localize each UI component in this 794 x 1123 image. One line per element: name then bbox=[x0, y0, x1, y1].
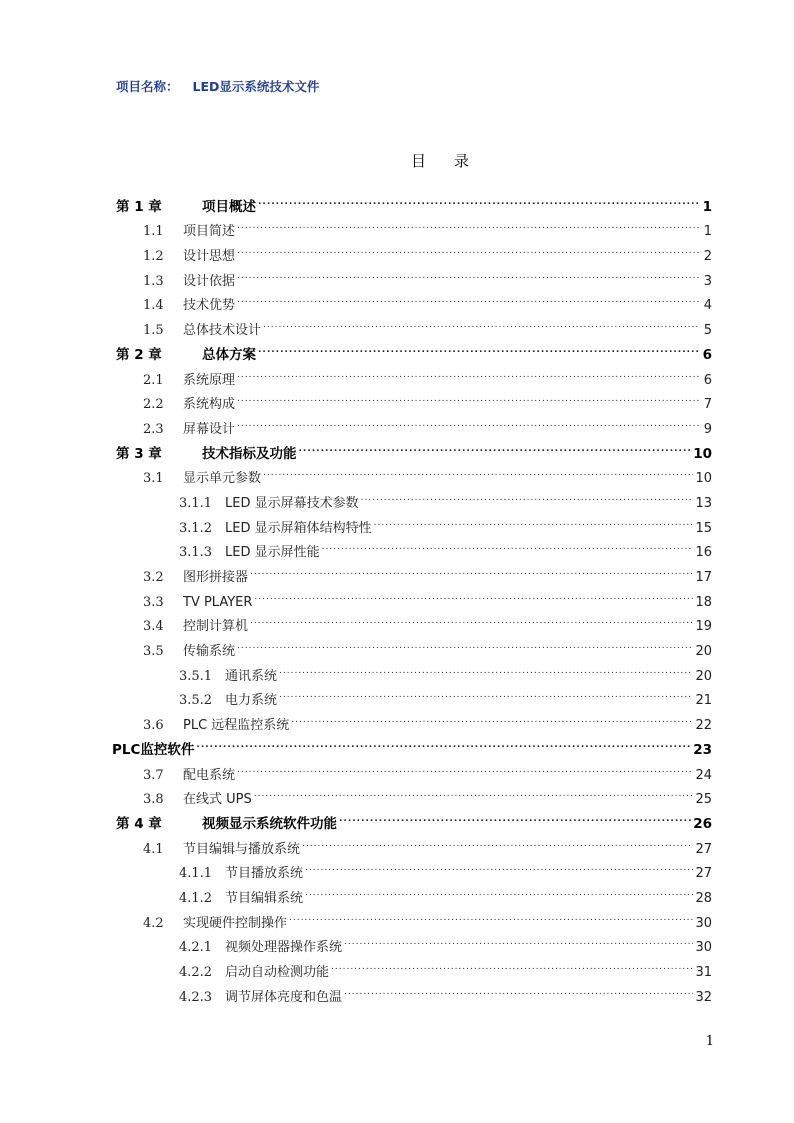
dot-leader bbox=[250, 556, 693, 581]
toc-entry-number: 3.2 bbox=[143, 570, 164, 585]
toc-entry-number: 2.3 bbox=[143, 421, 164, 437]
toc-entry-title: 节目播放系统 bbox=[225, 866, 304, 882]
toc-entry-title: 设计思想 bbox=[183, 249, 236, 265]
toc-entry-title: 项目概述 bbox=[202, 198, 256, 215]
toc-entry-title: 显示单元参数 bbox=[183, 471, 262, 487]
toc-entry-number: 1.4 bbox=[143, 298, 164, 314]
toc-heading-char-1: 目 bbox=[410, 152, 426, 170]
toc-entry-number: 3.1.3 bbox=[179, 545, 213, 561]
toc-entry-page: 20 bbox=[695, 668, 712, 684]
toc-entry[interactable] bbox=[112, 729, 712, 758]
dot-leader bbox=[322, 532, 694, 557]
toc-entry-page: 27 bbox=[695, 841, 712, 857]
dot-leader bbox=[237, 260, 700, 285]
dot-leader bbox=[250, 606, 693, 631]
toc-entry[interactable] bbox=[116, 754, 712, 783]
toc-entry-number: 第 2 章 bbox=[116, 346, 162, 363]
toc-entry-number: 3.1 bbox=[143, 471, 164, 487]
toc-entry-title: 屏幕设计 bbox=[183, 421, 236, 437]
dot-leader bbox=[344, 976, 693, 1001]
dot-leader bbox=[331, 951, 693, 976]
toc-entry-number: 第 4 章 bbox=[116, 815, 162, 832]
dot-leader bbox=[279, 655, 693, 680]
toc-entry-page: 24 bbox=[695, 767, 712, 783]
toc-entry-page: 4 bbox=[703, 298, 712, 314]
toc-entry-number: 4.2.2 bbox=[179, 965, 213, 980]
dot-leader bbox=[237, 408, 700, 433]
toc-entry-title: 传输系统 bbox=[183, 644, 236, 660]
toc-entry-title: 通讯系统 bbox=[225, 668, 278, 684]
toc-entry-title: 节目编辑与播放系统 bbox=[183, 841, 301, 857]
toc-entry-number: 3.1.1 bbox=[179, 495, 213, 511]
dot-leader bbox=[237, 211, 700, 236]
dot-leader bbox=[289, 902, 693, 927]
dot-leader bbox=[237, 754, 693, 779]
dot-leader bbox=[254, 581, 693, 606]
page-number: 1 bbox=[705, 1034, 714, 1049]
toc-entry-number: 第 3 章 bbox=[116, 445, 162, 462]
dot-leader bbox=[305, 877, 693, 902]
toc-entry-title: PLC 远程监控系统 bbox=[183, 718, 290, 734]
toc-entry-number: 3.7 bbox=[143, 767, 164, 783]
toc-entry-number: 4.2.3 bbox=[179, 989, 213, 1005]
toc-entry-number: 4.1.1 bbox=[179, 866, 213, 882]
toc-entry-number: 4.2 bbox=[143, 915, 164, 931]
toc-entry-page: 22 bbox=[695, 718, 712, 734]
toc-entry-page: 6 bbox=[702, 346, 712, 363]
toc-entry-title: 实现硬件控制操作 bbox=[183, 915, 288, 931]
toc-entry-number: 2.1 bbox=[143, 372, 164, 388]
toc-entry-number: 4.1 bbox=[143, 841, 164, 857]
toc-entry-title: 技术优势 bbox=[183, 298, 236, 314]
toc-entry-page: 9 bbox=[703, 421, 712, 437]
toc-entry-number: 4.1.2 bbox=[179, 890, 213, 906]
dot-leader bbox=[344, 927, 693, 952]
dot-leader bbox=[237, 285, 700, 310]
toc-heading bbox=[0, 150, 794, 171]
toc-entry-number: 3.3 bbox=[143, 594, 164, 610]
toc-entry-page: 31 bbox=[695, 965, 712, 980]
dot-leader bbox=[305, 853, 693, 878]
toc-entry-title: 节目编辑系统 bbox=[225, 890, 304, 906]
toc-entry-title: 技术指标及功能 bbox=[202, 445, 297, 462]
toc-entry-title: 启动自动检测功能 bbox=[225, 965, 330, 980]
dot-leader bbox=[263, 458, 693, 483]
toc-entry-title: 电力系统 bbox=[225, 693, 278, 709]
toc-entry-title: 图形拼接器 bbox=[183, 570, 249, 585]
toc-entry-page: 17 bbox=[695, 570, 712, 585]
dot-leader bbox=[361, 482, 694, 507]
toc-entry-page: 19 bbox=[695, 619, 712, 635]
dot-leader bbox=[374, 507, 694, 532]
toc-entry-page: 25 bbox=[695, 792, 712, 808]
toc-entry-page: 30 bbox=[695, 915, 712, 931]
toc-entry-page: 26 bbox=[693, 815, 712, 832]
table-of-contents bbox=[112, 186, 712, 1005]
toc-entry-number: 3.8 bbox=[143, 792, 164, 808]
toc-entry-number: 2.2 bbox=[143, 397, 164, 413]
toc-entry-number: 3.1.2 bbox=[179, 520, 213, 536]
toc-entry-page: 28 bbox=[695, 890, 712, 906]
toc-entry-page: 32 bbox=[695, 989, 712, 1005]
toc-entry-number: 第 1 章 bbox=[116, 198, 162, 215]
toc-entry-page: 2 bbox=[703, 249, 712, 265]
toc-entry-title: 系统构成 bbox=[183, 397, 236, 413]
toc-heading-char-2: 录 bbox=[454, 152, 470, 170]
toc-entry-number: 1.2 bbox=[143, 249, 164, 265]
toc-entry-page: 6 bbox=[703, 372, 712, 388]
header-label: 项目名称： bbox=[116, 79, 179, 94]
toc-entry-page: 3 bbox=[703, 273, 712, 289]
dot-leader bbox=[237, 235, 700, 260]
toc-entry-page: 18 bbox=[695, 594, 712, 610]
toc-entry-title: 控制计算机 bbox=[183, 619, 249, 635]
dot-leader bbox=[258, 186, 700, 211]
toc-entry-page: 21 bbox=[695, 693, 712, 709]
toc-entry[interactable] bbox=[116, 186, 712, 215]
toc-entry-title: 系统原理 bbox=[183, 372, 236, 388]
toc-entry-number: 1.3 bbox=[143, 273, 164, 289]
toc-entry-number: 3.5.1 bbox=[179, 668, 213, 684]
toc-entry-title: 配电系统 bbox=[183, 767, 236, 783]
toc-entry-page: 23 bbox=[693, 741, 712, 758]
toc-entry-title: 总体技术设计 bbox=[183, 323, 262, 339]
toc-entry-number: 3.5.2 bbox=[179, 693, 213, 709]
toc-entry-page: 10 bbox=[695, 471, 712, 487]
project-name: LED显示系统技术文件 bbox=[192, 79, 320, 94]
toc-entry-title: 视频显示系统软件功能 bbox=[202, 815, 337, 832]
dot-leader bbox=[254, 779, 694, 804]
toc-entry-number: 3.6 bbox=[143, 718, 164, 734]
dot-leader bbox=[196, 729, 691, 754]
dot-leader bbox=[237, 630, 693, 655]
toc-entry-number: 1.1 bbox=[143, 224, 164, 240]
toc-entry-page: 16 bbox=[695, 545, 712, 561]
toc-entry-number: 3.5 bbox=[143, 644, 164, 660]
toc-entry-title: 项目简述 bbox=[183, 224, 236, 240]
toc-entry-title: PLC监控软件 bbox=[112, 741, 195, 758]
dot-leader bbox=[237, 384, 700, 409]
toc-entry-number: 4.2.1 bbox=[179, 940, 213, 956]
toc-entry-title: LED 显示屏性能 bbox=[225, 545, 320, 561]
toc-entry-number: 3.4 bbox=[143, 619, 164, 635]
toc-entry-title: TV PLAYER bbox=[183, 594, 253, 610]
toc-entry-page: 15 bbox=[695, 520, 712, 536]
dot-leader bbox=[279, 680, 693, 705]
toc-entry-page: 13 bbox=[695, 495, 712, 511]
toc-entry-title: 设计依据 bbox=[183, 273, 236, 289]
toc-entry-page: 10 bbox=[693, 445, 712, 462]
dot-leader bbox=[299, 433, 692, 458]
dot-leader bbox=[263, 309, 700, 334]
toc-entry-page: 27 bbox=[695, 866, 712, 882]
dot-leader bbox=[339, 803, 691, 828]
dot-leader bbox=[237, 359, 700, 384]
document-header bbox=[116, 77, 319, 95]
toc-entry-page: 7 bbox=[703, 397, 712, 413]
toc-entry-page: 1 bbox=[703, 224, 712, 240]
toc-entry-title: 调节屏体亮度和色温 bbox=[225, 989, 343, 1005]
toc-entry-title: 总体方案 bbox=[202, 346, 256, 363]
toc-entry-title: 视频处理器操作系统 bbox=[225, 940, 343, 956]
toc-entry-page: 20 bbox=[695, 644, 712, 660]
dot-leader bbox=[258, 334, 700, 359]
dot-leader bbox=[291, 704, 693, 729]
toc-entry-page: 5 bbox=[703, 323, 712, 339]
toc-entry-number: 1.5 bbox=[143, 323, 164, 339]
toc-entry-page: 1 bbox=[702, 198, 712, 215]
toc-entry-title: LED 显示屏箱体结构特性 bbox=[225, 520, 372, 536]
toc-entry-title: 在线式 UPS bbox=[183, 792, 252, 808]
dot-leader bbox=[302, 828, 693, 853]
toc-entry-page: 30 bbox=[695, 940, 712, 956]
toc-entry-title: LED 显示屏幕技术参数 bbox=[225, 495, 359, 511]
